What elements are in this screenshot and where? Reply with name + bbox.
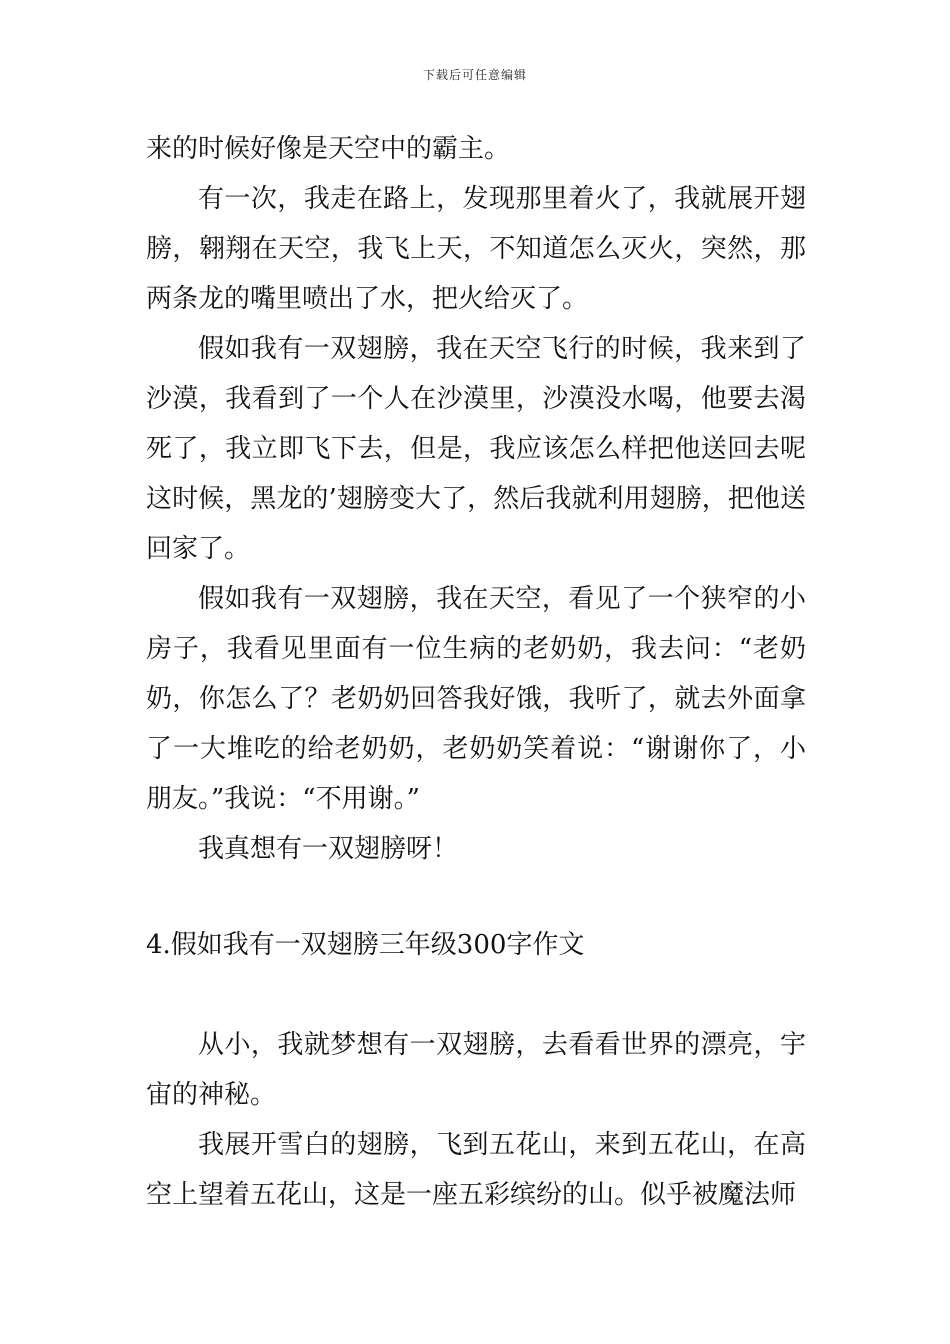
paragraph-3: 假如我有一双翅膀，我在天空飞行的时候，我来到了沙漠，我看到了一个人在沙漠里，沙漠没水喝，他要去渴死了，我立即飞下去，但是，我应该怎么样把他送回去呢这时候，黑龙的’翅膀变大了，然后我就利用翅膀，把他送回家了。 [146, 334, 806, 564]
paragraph-6: 从小，我就梦想有一双翅膀，去看看世界的漂亮，宇宙的神秘。 [146, 1030, 806, 1110]
paragraph-7: 我展开雪白的翅膀，飞到五花山，来到五花山，在高空上望着五花山，这是一座五彩缤纷的山。似乎被魔法师 [146, 1130, 806, 1210]
paragraph-2: 有一次，我走在路上，发现那里着火了，我就展开翅膀，翱翔在天空，我飞上天，不知道怎么灭火，突然，那两条龙的嘴里喷出了水，把火给灭了。 [146, 184, 806, 314]
section-heading: 4.假如我有一双翅膀三年级300字作文 [146, 930, 585, 960]
page-header-note: 下载后可任意编辑 [422, 68, 527, 82]
paragraph-4: 假如我有一双翅膀，我在天空，看见了一个狭窄的小房子，我看见里面有一位生病的老奶奶，我去问：“老奶奶，你怎么了？老奶奶回答我好饿，我听了，就去外面拿了一大堆吃的给老奶奶，老奶奶笑着说：“谢谢你了，小朋友。”我说：“不用谢。” [146, 584, 806, 814]
document-body [146, 124, 806, 1220]
paragraph-1: 来的时候好像是天空中的霸主。 [146, 134, 511, 164]
paragraph-5: 我真想有一双翅膀呀！ [198, 834, 459, 864]
